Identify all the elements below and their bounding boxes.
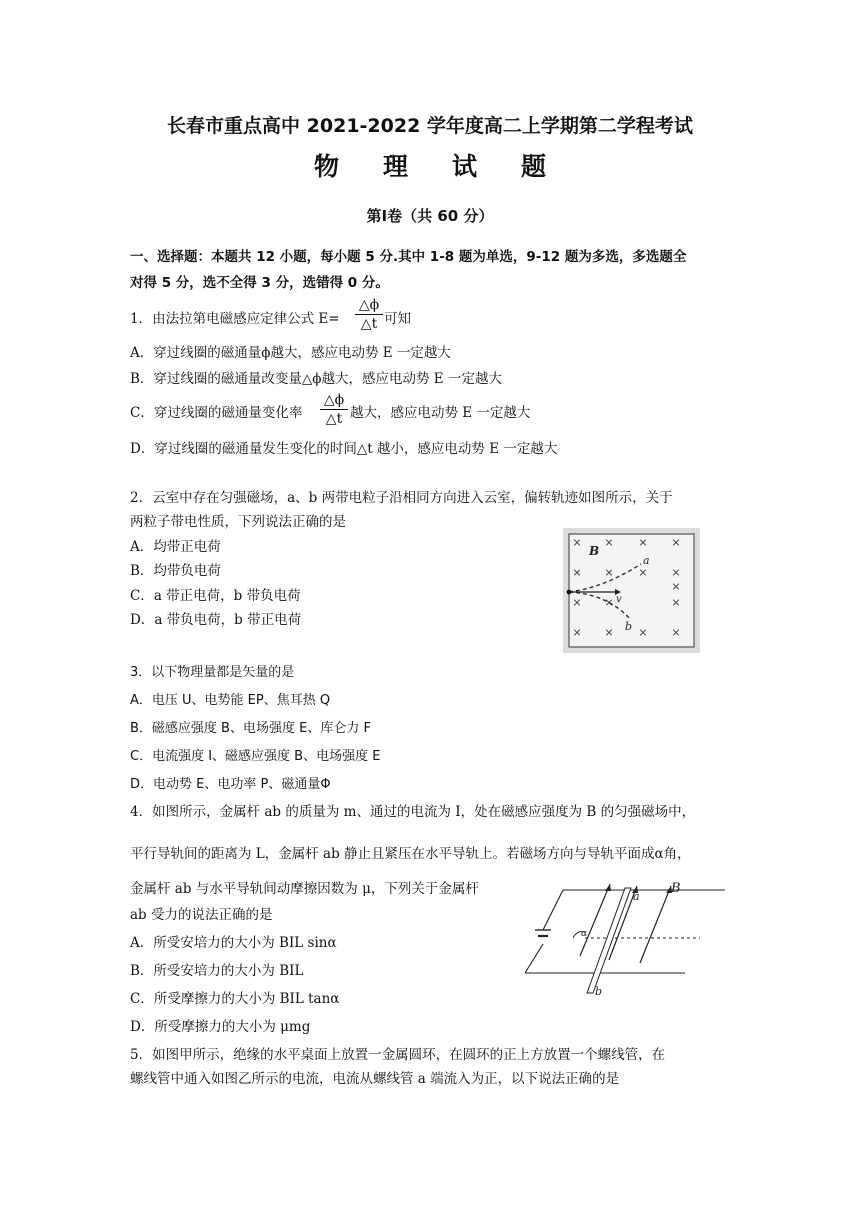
q1-frac-numerator: △ϕ xyxy=(358,297,380,313)
svg-text:×: × xyxy=(671,626,681,639)
q4-stem-line1: 4．如图所示，金属杆 ab 的质量为 m、通过的电流为 I，处在磁感应强度为 B 的匀强磁场中， xyxy=(130,804,696,820)
label-B: B xyxy=(589,544,600,558)
q4-option-a: A．所受安培力的大小为 BIL sinα xyxy=(130,935,337,951)
entry-point xyxy=(567,590,572,595)
q1-stem-post: 可知 xyxy=(384,311,411,327)
q2-cloud-chamber-figure xyxy=(563,528,700,653)
svg-text:×: × xyxy=(572,596,582,609)
q4-option-c: C．所受摩擦力的大小为 BIL tanα xyxy=(130,991,340,1007)
q4-stem-line4: ab 受力的说法正确的是 xyxy=(130,907,273,923)
q2-option-b: B．均带负电荷 xyxy=(130,563,221,579)
section-instructions-line2: 对得 5 分，选不全得 3 分，选错得 0 分。 xyxy=(130,275,389,291)
svg-text:×: × xyxy=(604,566,614,579)
q4-option-d: D．所受摩擦力的大小为 μmg xyxy=(130,1019,311,1035)
svg-text:×: × xyxy=(671,536,681,549)
school-title: 长春市重点高中 2021-2022 学年度高二上学期第二学程考试 xyxy=(167,115,693,137)
q3-option-b: B．磁感应强度 B、电场强度 E、库仑力 F xyxy=(130,721,371,736)
q2-stem-line2: 两粒子带电性质，下列说法正确的是 xyxy=(130,514,346,530)
q1-option-b: B．穿过线圈的磁通量改变量△ϕ越大，感应电动势 E 一定越大 xyxy=(130,371,502,387)
q1-stem xyxy=(130,310,340,328)
q3-option-d: D．电动势 E、电功率 P、磁通量Φ xyxy=(130,777,331,792)
metal-rod-ab xyxy=(587,888,631,993)
svg-text:×: × xyxy=(671,566,681,579)
volume-title: 第Ⅰ卷（共 60 分） xyxy=(366,207,494,225)
q3-stem: 3．以下物理量都是矢量的是 xyxy=(130,665,295,680)
q2-stem-line1: 2．云室中存在匀强磁场，a、b 两带电粒子沿相同方向进入云室，偏转轨迹如图所示，关于 xyxy=(130,490,673,506)
q1-frac-denominator: △t xyxy=(360,316,378,332)
q4-option-b: B．所受安培力的大小为 BIL xyxy=(130,963,304,979)
q1-option-c-post: 越大，感应电动势 E 一定越大 xyxy=(350,405,531,421)
svg-text:×: × xyxy=(638,626,648,639)
q1-option-a: A．穿过线圈的磁通量ϕ越大，感应电动势 E 一定越大 xyxy=(130,345,451,361)
svg-text:×: × xyxy=(572,626,582,639)
svg-text:×: × xyxy=(572,536,582,549)
q1-stem-pre: 1．由法拉第电磁感应定律公式 E= xyxy=(130,311,340,327)
q4-rail-figure xyxy=(525,878,730,996)
q2-option-d: D．a 带负电荷，b 带正电荷 xyxy=(130,612,302,628)
label-v: v xyxy=(616,594,622,605)
label-b: b xyxy=(595,985,603,996)
label-a: a xyxy=(633,890,640,903)
q1-c-frac-denominator: △t xyxy=(325,411,343,427)
wire-bottom xyxy=(525,944,543,973)
label-b: b xyxy=(625,620,633,633)
svg-text:×: × xyxy=(638,566,648,579)
svg-text:×: × xyxy=(671,596,681,609)
q1-option-d: D．穿过线圈的磁通量发生变化的时间△t 越小，感应电动势 E 一定越大 xyxy=(130,441,558,457)
subject-title: 物理试题 xyxy=(313,152,590,181)
label-B: B xyxy=(671,881,681,896)
field-arrowhead-1 xyxy=(605,884,611,891)
q5-stem-line2: 螺线管中通入如图乙所示的电流，电流从螺线管 a 端流入为正，以下说法正确的是 xyxy=(130,1071,620,1087)
q4-stem-line3: 金属杆 ab 与水平导轨间动摩擦因数为 μ，下列关于金属杆 xyxy=(130,881,479,897)
q5-stem-line1: 5．如图甲所示，绝缘的水平桌面上放置一金属圆环，在圆环的正上方放置一个螺线管，在 xyxy=(130,1047,666,1063)
svg-text:×: × xyxy=(604,596,614,609)
q1-fraction xyxy=(355,297,383,332)
field-line-3 xyxy=(640,886,671,963)
svg-text:×: × xyxy=(638,536,648,549)
label-alpha: α xyxy=(581,929,588,939)
q1-c-frac-numerator: △ϕ xyxy=(323,392,345,408)
q3-option-c: C．电流强度 I、磁感应强度 B、电场强度 E xyxy=(130,749,381,764)
svg-text:×: × xyxy=(604,626,614,639)
svg-text:×: × xyxy=(604,536,614,549)
section-instructions-line1: 一、选择题：本题共 12 小题，每小题 5 分.其中 1-8 题为单选，9-12 题为多选，多选题全 xyxy=(130,249,687,265)
q1-option-c-fraction xyxy=(320,392,348,427)
svg-text:×: × xyxy=(572,566,582,579)
svg-text:×: × xyxy=(671,580,681,593)
q1-option-c-pre: C．穿过线圈的磁通量变化率 xyxy=(130,405,303,421)
q4-stem-line2: 平行导轨间的距离为 L，金属杆 ab 静止且紧压在水平导轨上。若磁场方向与导轨平面成α角， xyxy=(130,846,691,862)
q2-option-a: A．均带正电荷 xyxy=(130,539,221,555)
label-a: a xyxy=(643,554,650,567)
q2-option-c: C．a 带正电荷，b 带负电荷 xyxy=(130,588,301,604)
q3-option-a: A．电压 U、电势能 EP、焦耳热 Q xyxy=(130,693,331,708)
wire-top xyxy=(543,890,563,930)
